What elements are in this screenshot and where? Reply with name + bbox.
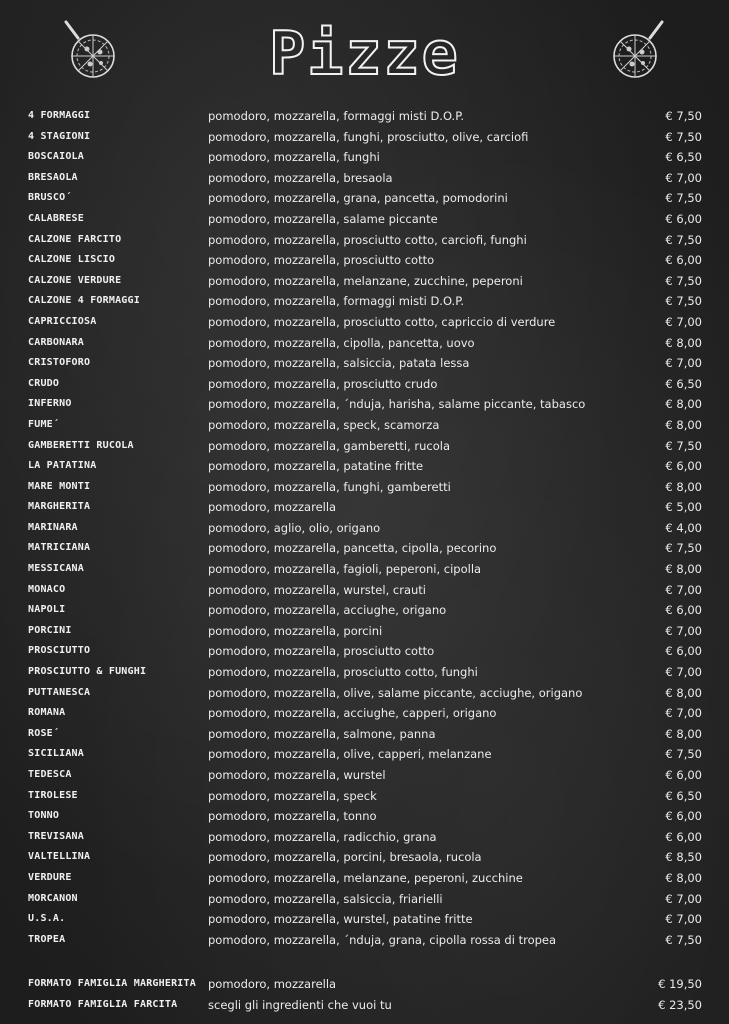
pizza-name: PUTTANESCA: [28, 686, 91, 698]
pizza-price: € 6,00: [665, 459, 702, 474]
pizza-price: € 6,00: [665, 768, 702, 782]
menu-item-row: [0, 456, 729, 477]
pizza-ingredients: pomodoro, mozzarella, salsiccia, friarielli: [208, 891, 443, 906]
menu-item-row: [0, 641, 729, 662]
menu-item-row: [0, 353, 729, 374]
pizza-price: € 8,00: [665, 397, 702, 412]
pizza-name: VERDURE: [28, 871, 72, 883]
pizza-price: € 8,00: [665, 685, 702, 700]
pizza-price: € 8,00: [665, 726, 702, 741]
pizza-name: MARE MONTI: [28, 480, 91, 492]
pizza-ingredients: pomodoro, mozzarella, porcini: [208, 623, 383, 638]
pizza-price: € 7,00: [665, 623, 702, 638]
pizza-price: € 7,50: [665, 191, 702, 206]
family-list: [0, 974, 729, 1015]
pizza-price: € 19,50: [658, 977, 702, 991]
pizza-name: U.S.A.: [28, 913, 66, 925]
pizza-ingredients: pomodoro, mozzarella, ´nduja, grana, cipolla rossa di tropea: [208, 932, 557, 947]
menu-item-row: [0, 497, 729, 518]
pizza-price: € 7,50: [665, 932, 702, 947]
pizza-price: € 7,50: [665, 294, 702, 309]
pizza-name: CALZONE FARCITO: [28, 233, 122, 245]
pizza-ingredients: pomodoro, mozzarella, prosciutto crudo: [208, 376, 438, 391]
pizza-name: MARINARA: [28, 521, 78, 533]
pizza-price: € 7,00: [665, 582, 702, 597]
pizza-price: € 7,50: [665, 438, 702, 453]
menu-item-row: [0, 271, 729, 292]
pizza-ingredients: pomodoro, mozzarella, salsiccia, patata lessa: [208, 356, 470, 371]
pizza-price: € 6,00: [665, 253, 702, 268]
menu-item-row: [0, 974, 729, 995]
pizza-list: [0, 106, 729, 950]
pizza-price: € 6,50: [665, 150, 702, 165]
menu-item-row: [0, 703, 729, 724]
pizza-ingredients: pomodoro, mozzarella, acciughe, capperi, origano: [208, 706, 497, 721]
menu-item-row: [0, 930, 729, 951]
pizza-ingredients: pomodoro, mozzarella, acciughe, origano: [208, 603, 447, 618]
pizza-ingredients: pomodoro, mozzarella, prosciutto cotto: [208, 253, 435, 268]
pizza-price: € 7,00: [665, 356, 702, 371]
pizza-price: € 8,00: [665, 479, 702, 494]
pizza-price: € 7,50: [665, 541, 702, 556]
pizza-name: LA PATATINA: [28, 460, 97, 472]
pizza-name: MARGHERITA: [28, 501, 91, 513]
pizza-name: MESSICANA: [28, 563, 84, 575]
pizza-ingredients: pomodoro, mozzarella, funghi, prosciutto, olive, carciofi: [208, 129, 529, 144]
menu-item-row: [0, 827, 729, 848]
pizza-price: € 8,00: [665, 335, 702, 350]
pizza-price: € 5,00: [665, 500, 702, 515]
pizza-price: € 6,00: [665, 644, 702, 659]
pizza-name: BOSCAIOLA: [28, 151, 84, 163]
pizza-name: FORMATO FAMIGLIA MARGHERITA: [28, 978, 196, 989]
pizza-price: € 7,00: [665, 665, 702, 680]
pizza-price: € 6,50: [665, 376, 702, 391]
pizza-price: € 6,00: [665, 809, 702, 824]
pizza-price: € 7,00: [665, 170, 702, 185]
pizza-ingredients: pomodoro, mozzarella, formaggi misti D.O.P.: [208, 109, 464, 123]
pizza-icon: [606, 18, 668, 80]
pizza-name: BRESAOLA: [28, 171, 78, 183]
menu-item-row: [0, 415, 729, 436]
menu-item-row: [0, 909, 729, 930]
menu-item-row: [0, 106, 729, 127]
pizza-ingredients: pomodoro, mozzarella, grana, pancetta, pomodorini: [208, 191, 508, 206]
menu-item-row: [0, 724, 729, 745]
pizza-name: BRUSCO´: [28, 192, 72, 204]
pizza-name: FUME´: [28, 418, 60, 430]
pizza-ingredients: pomodoro, mozzarella, wurstel, patatine fritte: [208, 912, 473, 927]
pizza-name: MORCANON: [28, 892, 78, 904]
menu-item-row: [0, 683, 729, 704]
pizza-price: € 7,50: [665, 232, 702, 247]
menu-item-row: [0, 230, 729, 251]
menu-item-row: [0, 559, 729, 580]
menu-item-row: [0, 250, 729, 271]
pizza-ingredients: pomodoro, mozzarella: [208, 977, 337, 991]
pizza-ingredients: pomodoro, mozzarella, olive, salame piccante, acciughe, origano: [208, 685, 583, 700]
pizza-price: € 23,50: [658, 997, 702, 1012]
pizza-price: € 7,00: [665, 912, 702, 927]
pizza-ingredients: pomodoro, mozzarella, melanzane, peperoni, zucchine: [208, 870, 523, 885]
pizza-price: € 8,00: [665, 417, 702, 432]
pizza-name: CALZONE 4 FORMAGGI: [28, 295, 140, 307]
pizza-name: CRISTOFORO: [28, 357, 91, 369]
pizza-name: GAMBERETTI RUCOLA: [28, 439, 134, 451]
pizza-ingredients: pomodoro, mozzarella, melanzane, zucchine, peperoni: [208, 273, 523, 288]
menu-item-row: [0, 621, 729, 642]
pizza-price: € 8,50: [665, 850, 702, 865]
pizza-price: € 7,00: [665, 314, 702, 329]
pizza-name: CAPRICCIOSA: [28, 315, 97, 327]
menu-item-row: [0, 538, 729, 559]
pizza-name: CRUDO: [28, 377, 60, 389]
pizza-name: MONACO: [28, 583, 66, 595]
pizza-ingredients: pomodoro, mozzarella, porcini, bresaola, rucola: [208, 850, 482, 865]
pizza-name: 4 STAGIONI: [28, 130, 91, 142]
menu-item-row: [0, 995, 729, 1016]
pizza-name: FORMATO FAMIGLIA FARCITA: [28, 998, 178, 1010]
pizza-ingredients: pomodoro, mozzarella, patatine fritte: [208, 459, 424, 474]
pizza-ingredients: pomodoro, mozzarella, funghi: [208, 150, 380, 165]
menu-item-row: [0, 847, 729, 868]
pizza-name: TEDESCA: [28, 769, 72, 780]
menu-item-row: [0, 662, 729, 683]
pizza-name: SICILIANA: [28, 748, 84, 760]
pizza-ingredients: pomodoro, mozzarella, prosciutto cotto, funghi: [208, 665, 478, 680]
pizza-ingredients: pomodoro, mozzarella, radicchio, grana: [208, 829, 437, 844]
menu-item-row: [0, 600, 729, 621]
menu-item-row: [0, 518, 729, 539]
pizza-price: € 8,00: [665, 870, 702, 885]
pizza-price: € 6,00: [665, 211, 702, 226]
pizza-name: CALABRESE: [28, 212, 84, 224]
pizza-ingredients: pomodoro, aglio, olio, origano: [208, 520, 381, 535]
menu-item-row: [0, 436, 729, 457]
pizza-price: € 7,00: [665, 706, 702, 721]
pizza-name: ROMANA: [28, 707, 66, 719]
pizza-name: MATRICIANA: [28, 542, 91, 554]
pizza-ingredients: pomodoro, mozzarella, bresaola: [208, 170, 393, 185]
pizza-ingredients: pomodoro, mozzarella, olive, capperi, melanzane: [208, 747, 492, 762]
page-title: Pizze: [269, 19, 460, 89]
menu-item-row: [0, 806, 729, 827]
pizza-ingredients: pomodoro, mozzarella, wurstel, crauti: [208, 582, 426, 597]
menu-item-row: [0, 209, 729, 230]
pizza-ingredients: pomodoro, mozzarella, formaggi misti D.O.P.: [208, 294, 464, 309]
pizza-name: NAPOLI: [28, 604, 66, 616]
pizza-price: € 6,50: [665, 788, 702, 803]
pizza-price: € 6,00: [665, 829, 702, 844]
pizza-ingredients: pomodoro, mozzarella, prosciutto cotto: [208, 644, 435, 659]
pizza-name: TIROLESE: [28, 789, 78, 801]
pizza-ingredients: pomodoro, mozzarella, speck: [208, 788, 377, 803]
pizza-price: € 7,00: [665, 891, 702, 906]
pizza-ingredients: pomodoro, mozzarella, speck, scamorza: [208, 417, 440, 432]
pizza-ingredients: pomodoro, mozzarella: [208, 500, 337, 515]
menu-item-row: [0, 477, 729, 498]
menu-item-row: [0, 580, 729, 601]
pizza-ingredients: pomodoro, mozzarella, salame piccante: [208, 211, 438, 226]
menu-item-row: [0, 889, 729, 910]
menu-item-row: [0, 868, 729, 889]
menu-item-row: [0, 786, 729, 807]
pizza-ingredients: scegli gli ingredienti che vuoi tu: [208, 997, 392, 1012]
pizza-price: € 7,50: [665, 747, 702, 762]
pizza-name: TREVISANA: [28, 830, 84, 842]
pizza-ingredients: pomodoro, mozzarella, fagioli, peperoni, cipolla: [208, 562, 482, 577]
menu-item-row: [0, 394, 729, 415]
pizza-price: € 6,00: [665, 603, 702, 618]
pizza-price: € 7,50: [665, 129, 702, 144]
pizza-price: € 7,50: [665, 273, 702, 288]
pizza-ingredients: pomodoro, mozzarella, prosciutto cotto, capriccio di verdure: [208, 314, 556, 329]
menu-item-row: [0, 374, 729, 395]
menu-item-row: [0, 744, 729, 765]
pizza-ingredients: pomodoro, mozzarella, wurstel: [208, 768, 386, 782]
pizza-name: CALZONE VERDURE: [28, 274, 122, 286]
pizza-price: € 7,50: [665, 109, 702, 123]
pizza-ingredients: pomodoro, mozzarella, prosciutto cotto, carciofi, funghi: [208, 232, 527, 247]
pizza-ingredients: pomodoro, mozzarella, ´nduja, harisha, salame piccante, tabasco: [208, 397, 586, 412]
pizza-price: € 4,00: [665, 520, 702, 535]
pizza-name: ROSE´: [28, 727, 60, 739]
pizza-name: PORCINI: [28, 624, 72, 636]
pizza-name: CALZONE LISCIO: [28, 254, 116, 266]
pizza-ingredients: pomodoro, mozzarella, salmone, panna: [208, 726, 436, 741]
pizza-name: INFERNO: [28, 398, 72, 410]
menu-item-row: [0, 765, 729, 786]
menu-item-row: [0, 312, 729, 333]
pizza-name: PROSCIUTTO & FUNGHI: [28, 666, 147, 678]
pizza-name: 4 FORMAGGI: [28, 110, 91, 121]
pizza-ingredients: pomodoro, mozzarella, pancetta, cipolla, pecorino: [208, 541, 497, 556]
pizza-ingredients: pomodoro, mozzarella, tonno: [208, 809, 377, 824]
pizza-name: TROPEA: [28, 933, 66, 945]
pizza-name: TONNO: [28, 810, 60, 822]
pizza-name: PROSCIUTTO: [28, 645, 91, 657]
pizza-name: VALTELLINA: [28, 851, 91, 863]
pizza-price: € 8,00: [665, 562, 702, 577]
pizza-ingredients: pomodoro, mozzarella, cipolla, pancetta, uovo: [208, 335, 475, 350]
pizza-name: CARBONARA: [28, 336, 84, 348]
menu-header: [0, 0, 729, 100]
menu-item-row: [0, 333, 729, 354]
menu-item-row: [0, 147, 729, 168]
pizza-ingredients: pomodoro, mozzarella, gamberetti, rucola: [208, 438, 451, 453]
menu-item-row: [0, 188, 729, 209]
menu-item-row: [0, 127, 729, 148]
menu-item-row: [0, 168, 729, 189]
pizza-ingredients: pomodoro, mozzarella, funghi, gamberetti: [208, 479, 451, 494]
menu-item-row: [0, 291, 729, 312]
